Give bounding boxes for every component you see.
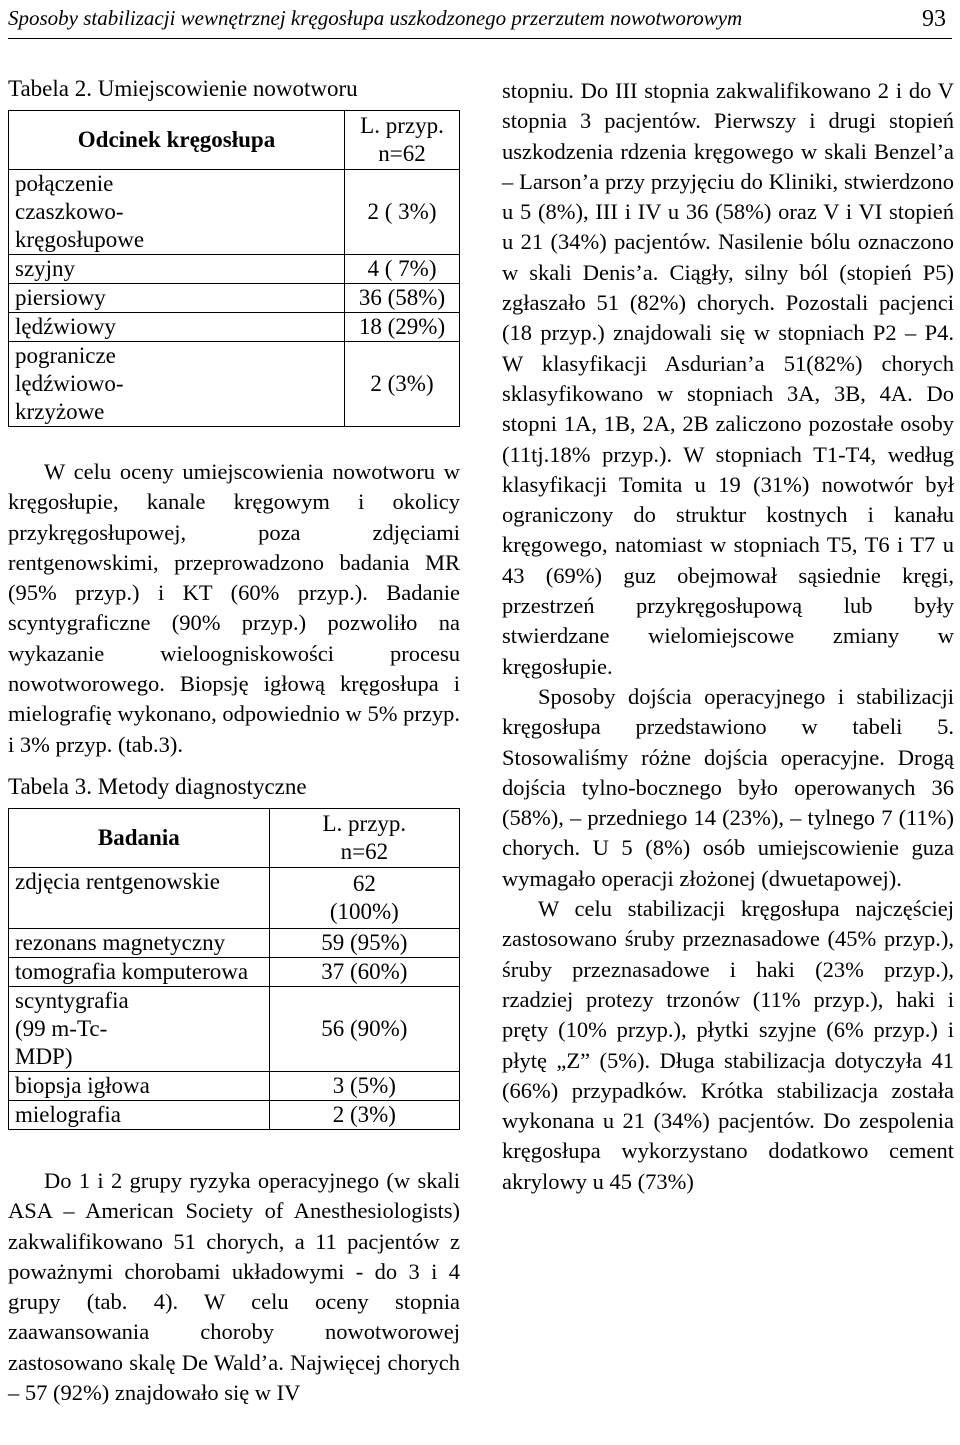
right-paragraph-1: stopniu. Do III stopnia zakwalifikowano 2 i do V stopnia 3 pacjentów. Pierwszy i drugi stopień uszkodzenia rdzenia kręgowego w skali Benzel’a – Larson’a przy przyjęciu do Kliniki, stwierdzono u 5 (8%), III i IV u 36 (58%) oraz V i VI stopień u 21 (34%) pacjentów. Nasilenie bólu oznaczono w skali Denis’a. Ciągły, silny ból (stopień P5) zgłaszało 51 (82%) chorych. Pozostali pacjenci (18 przyp.) znajdowali się w stopniach P2 – P4. W klasyfikacji Asdurian’a 51(82%) chorych sklasyfikowano w stopniach 3A, 3B, 4A. Do stopni 1A, 1B, 2A, 2B zaliczono pozostałe osoby (11tj.18% przyp.). W stopniach T1-T4, według klasyfikacji Tomita u 19 (31%) nowotwór był ograniczony do struktur kostnych i kanału kręgowego, natomiast w stopniach T5, T6 i T7 u 43 (69%) guz obejmował sąsiednie kręgi, przestrzeń przykręgosłupową lub były stwierdzane wielomiejscowe zmiany w kręgosłupie.: [502, 78, 954, 679]
table2-cell-value: 4 ( 7%): [345, 255, 460, 284]
table3-cell-label: zdjęcia rentgenowskie: [9, 867, 270, 928]
table3-cell-value: 56 (90%): [269, 986, 459, 1071]
table-row: [9, 928, 460, 957]
table3-cell-label: tomografia komputerowa: [9, 957, 270, 986]
table3-cell-value: 3 (5%): [269, 1071, 459, 1100]
table3-cell-value: 62 (100%): [269, 867, 459, 928]
table3-cell-label: mielografia: [9, 1100, 270, 1129]
table3-header-row: [9, 808, 460, 867]
table2-cell-label: pogranicze lędźwiowo-krzyżowe: [9, 342, 345, 427]
table2-col1-header: Odcinek kręgosłupa: [9, 111, 345, 170]
left-paragraph-1: W celu oceny umiejscowienia nowotworu w kręgosłupie, kanale kręgowym i okolicy przykręgosłupowej, poza zdjęciami rentgenowskimi, przeprowadzono badania MR (95% przyp.) i KT (60% przyp.). Badanie scyntygraficzne (90% przyp.) pozwoliło na wykazanie wieloogniskowości procesu nowotworowego. Biopsję igłową kręgosłupa i mielografię wykonano, odpowiednio w 5% przyp. i 3% przyp. (tab.3).: [8, 459, 460, 757]
table2-cell-label: lędźwiowy: [9, 313, 345, 342]
table3-col2-header-line1: L. przyp.: [322, 810, 407, 836]
table2-col2-header-line1: L. przyp.: [360, 113, 444, 138]
table-row: [9, 313, 460, 342]
table-row: [9, 342, 460, 427]
left-paragraph-2: Do 1 i 2 grupy ryzyka operacyjnego (w skali ASA – American Society of Anesthesiologists) zakwalifikowano 51 chorych, a 11 pacjentów z poważnymi chorobami układowymi - do 3 i 4 grupy (tab. 4). W celu oceny stopnia zaawansowania choroby nowotworowej zastosowano skalę De Wald’a. Najwięcej chorych – 57 (92%) znajdowało się w IV: [8, 1167, 460, 1406]
running-header: [8, 2, 952, 39]
table-row: [9, 1071, 460, 1100]
table-row: [9, 957, 460, 986]
table3-cell-label: biopsja igłowa: [9, 1071, 270, 1100]
table-row: [9, 284, 460, 313]
table3-cell-value: 59 (95%): [269, 928, 459, 957]
table2-caption: Tabela 2. Umiejscowienie nowotworu: [8, 76, 358, 101]
right-paragraph-2: Sposoby dojścia operacyjnego i stabilizacji kręgosłupa przedstawiono w tabeli 5. Stosowaliśmy różne dojścia operacyjne. Drogą dojścia tylno-bocznego było operowanych 36 (58%), – przedniego 14 (23%), – tylnego 7 (11%) chorych. U 5 (8%) osób umiejscowienie guza wymagało operacji złożonej (dwuetapowej).: [502, 683, 954, 891]
table3-cell-value: 2 (3%): [269, 1100, 459, 1129]
table-row: [9, 1100, 460, 1129]
table3-col2-header: [269, 808, 459, 867]
table2-cell-label: połączenie czaszkowo-kręgosłupowe: [9, 170, 345, 255]
table3-col1-header: Badania: [9, 808, 270, 867]
table2-cell-label: piersiowy: [9, 284, 345, 313]
table2-col2-header: [345, 111, 460, 170]
table2-cell-value: 2 (3%): [345, 342, 460, 427]
table-row: [9, 867, 460, 928]
table3-cell-label: scyntygrafia (99 m-Tc-MDP): [9, 986, 270, 1071]
running-title: Sposoby stabilizacji wewnętrznej kręgosłupa uszkodzonego przerzutem nowotworowym: [8, 6, 743, 30]
table2-header-row: [9, 111, 460, 170]
table3-cell-label: rezonans magnetyczny: [9, 928, 270, 957]
page-number: 93: [922, 6, 946, 32]
table-row: [9, 986, 460, 1071]
table2-cell-value: 18 (29%): [345, 313, 460, 342]
table3-col2-header-line2: n=62: [340, 838, 389, 864]
table2-cell-value: 2 ( 3%): [345, 170, 460, 255]
table-row: [9, 255, 460, 284]
right-column: [502, 76, 954, 1197]
table2-cell-value: 36 (58%): [345, 284, 460, 313]
table2-cell-label: szyjny: [9, 255, 345, 284]
table3: [8, 808, 460, 1130]
right-paragraph-3: W celu stabilizacji kręgosłupa najczęściej zastosowano śruby przeznasadowe (45% przyp.), śruby przeznasadowe i haki (23% przyp.), rzadziej protezy trzonów (11% przyp.), haki i pręty (10% przyp.), płytki szyjne (6% przyp.) i płytę „Z” (5%). Długa stabilizacja dotyczyła 41 (66%) przypadków. Krótka stabilizacja została wykonana u 21 (34%) pacjentów. Do zespolenia kręgosłupa wykorzystano dodatkowo cement akrylowy u 45 (73%): [502, 896, 954, 1194]
left-column: [8, 74, 460, 1408]
table3-caption: Tabela 3. Metody diagnostyczne: [8, 773, 307, 799]
table-row: [9, 170, 460, 255]
table2: [8, 110, 460, 427]
table2-col2-header-line2: n=62: [378, 141, 426, 166]
table3-cell-value: 37 (60%): [269, 957, 459, 986]
